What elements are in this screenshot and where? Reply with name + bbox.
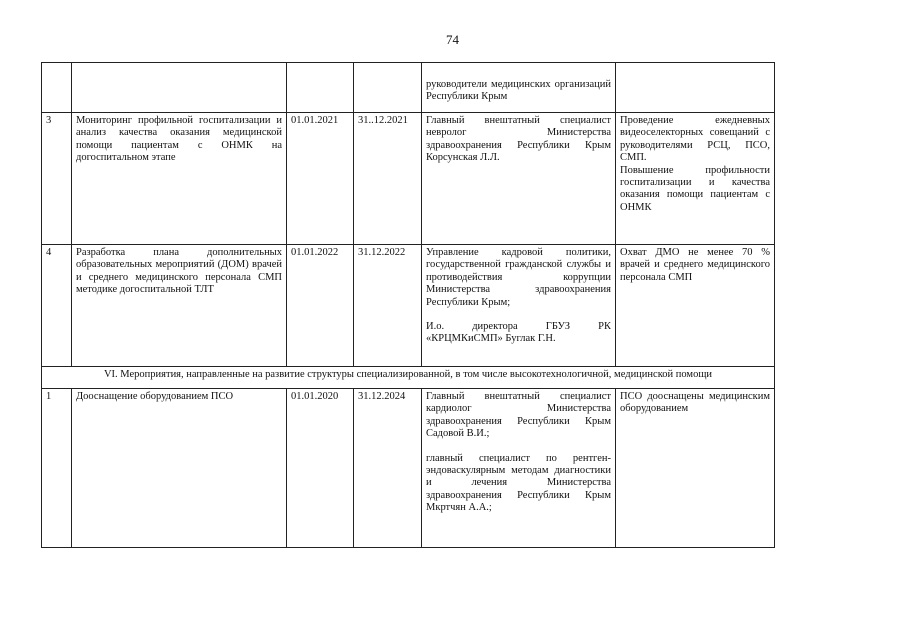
- row-number-cell: 3: [42, 113, 72, 245]
- responsible-cell: [422, 113, 616, 245]
- result-cell: Проведение ежедневных видеоселекторных совещаний с руководителями РСЦ, ПСО, СМП. Повышение профильности госпитализации и качества оказания помощи пациентам с ОНМК: [616, 113, 775, 245]
- activity-cell: Дооснащение оборудованием ПСО: [72, 389, 287, 548]
- start-date-cell: [287, 63, 354, 113]
- responsible-text: Главный внештатный специалист кардиолог Министерства здравоохранения Республики Крым Садовой В.И.;: [426, 391, 611, 440]
- row-number-cell: 1: [42, 389, 72, 548]
- responsible-text: И.о. директора ГБУЗ РК «КРЦМКиСМП» Буглак Г.Н.: [426, 321, 611, 345]
- row-number-cell: 4: [42, 245, 72, 367]
- end-date-cell: 31.12.2022: [354, 245, 422, 367]
- responsible-text: Управление кадровой политики, государственной гражданской службы и противодействия коррупции Министерства здравоохранения Республики Крым;: [426, 247, 611, 308]
- start-date-cell: 01.01.2021: [287, 113, 354, 245]
- responsible-cell: [422, 245, 616, 367]
- table-row: [42, 63, 775, 113]
- result-cell: ПСО дооснащены медицинским оборудованием: [616, 389, 775, 548]
- page-number: 74: [446, 32, 459, 47]
- table-row: [42, 245, 775, 367]
- section-heading-row: [42, 367, 775, 389]
- result-cell: Охват ДМО не менее 70 % врачей и среднего медицинского персонала СМП: [616, 245, 775, 367]
- responsible-text: руководители медицинских организаций Республики Крым: [426, 79, 611, 103]
- row-number-cell: [42, 63, 72, 113]
- result-cell: [616, 63, 775, 113]
- activity-cell: [72, 63, 287, 113]
- end-date-cell: 31.12.2024: [354, 389, 422, 548]
- start-date-cell: 01.01.2020: [287, 389, 354, 548]
- responsible-text: главный специалист по рентген-эндоваскулярным методам диагностики и лечения Министерства здравоохранения Республики Крым Мкртчян А.А.;: [426, 452, 611, 514]
- end-date-cell: [354, 63, 422, 113]
- activity-cell: Мониторинг профильной госпитализации и анализ качества оказания медицинской помощи пациентам с ОНМК на догоспитальном этапе: [72, 113, 287, 245]
- responsible-text: Главный внештатный специалист невролог Министерства здравоохранения Республики Крым Корсунская Л.Л.: [426, 115, 611, 164]
- activity-cell: Разработка плана дополнительных образовательных мероприятий (ДОМ) врачей и среднего медицинского персонала СМП методике догоспитальной ТЛТ: [72, 245, 287, 367]
- end-date-cell: 31..12.2021: [354, 113, 422, 245]
- measures-table: [41, 62, 775, 548]
- start-date-cell: 01.01.2022: [287, 245, 354, 367]
- responsible-cell: [422, 63, 616, 113]
- table-row: [42, 389, 775, 548]
- table-row: [42, 113, 775, 245]
- responsible-cell: [422, 389, 616, 548]
- section-title: VI. Мероприятия, направленные на развитие структуры специализированной, в том числе высокотехнологичной, медицинской помощи: [42, 367, 775, 389]
